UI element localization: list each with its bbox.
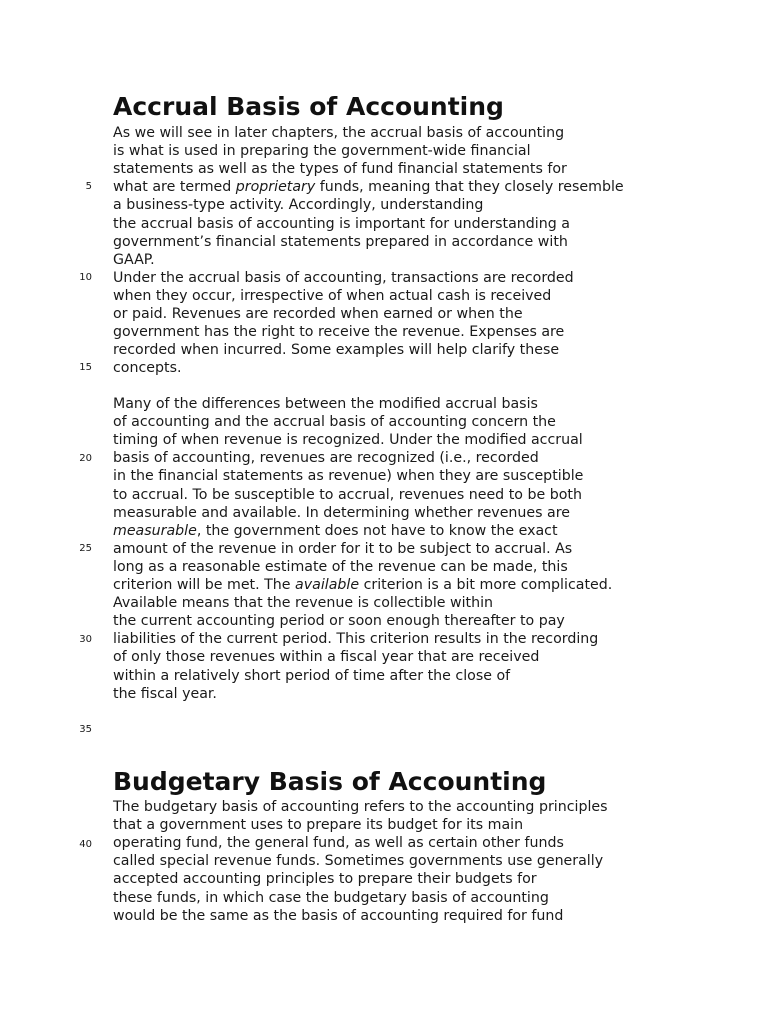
text-line: statements as well as the types of fund financial statements for bbox=[113, 161, 567, 178]
text-line: within a relatively short period of time after the close of bbox=[113, 667, 511, 684]
text-line: long as a reasonable estimate of the revenue can be made, this bbox=[113, 558, 568, 575]
line-number: 30 bbox=[79, 634, 92, 645]
text-line: measurable and available. In determining whether revenues are bbox=[113, 504, 570, 521]
text-line: the accrual basis of accounting is important for understanding a bbox=[113, 215, 570, 232]
text-line: accepted accounting principles to prepare their budgets for bbox=[113, 871, 537, 888]
text-line: in the financial statements as revenue) when they are susceptible bbox=[113, 468, 584, 485]
text-line: As we will see in later chapters, the accrual basis of accounting bbox=[113, 125, 565, 141]
section-heading-accrual: Accrual Basis of Accounting bbox=[113, 92, 504, 121]
text-line: these funds, in which case the budgetary basis of accounting bbox=[113, 889, 549, 906]
text-line: would be the same as the basis of accounting required for fund bbox=[113, 907, 564, 924]
text-segment: what are termed bbox=[113, 179, 236, 196]
text-segment: criterion will be met. The bbox=[113, 577, 296, 593]
text-line: government’s financial statements prepared in accordance with bbox=[113, 233, 568, 250]
line-number: 25 bbox=[79, 543, 92, 554]
section-heading-budgetary: Budgetary Basis of Accounting bbox=[113, 767, 547, 796]
text-line: of accounting and the accrual basis of accounting concern the bbox=[113, 414, 556, 431]
text-line: concepts. bbox=[113, 360, 182, 377]
line-number: 15 bbox=[79, 362, 92, 373]
text-line bbox=[113, 522, 558, 540]
text-line: a business-type activity. Accordingly, understanding bbox=[113, 197, 484, 214]
text-line bbox=[113, 178, 624, 196]
text-line: operating fund, the general fund, as well as certain other funds bbox=[113, 835, 564, 852]
text-line: GAAP. bbox=[113, 251, 155, 268]
text-line: or paid. Revenues are recorded when earned or when the bbox=[113, 306, 523, 322]
line-number: 20 bbox=[79, 453, 92, 464]
text-segment: funds, meaning that they closely resemble bbox=[315, 179, 624, 196]
text-line: Many of the differences between the modified accrual basis bbox=[113, 396, 538, 412]
text-line: recorded when incurred. Some examples will help clarify these bbox=[113, 342, 560, 359]
line-number: 5 bbox=[85, 181, 92, 192]
text-segment: , the government does not have to know the exact bbox=[196, 522, 558, 539]
text-line: Under the accrual basis of accounting, transactions are recorded bbox=[113, 269, 574, 286]
text-segment: criterion is a bit more complicated. bbox=[359, 577, 613, 593]
text-line bbox=[113, 576, 612, 594]
text-line: The budgetary basis of accounting refers to the accounting principles bbox=[113, 799, 608, 815]
text-line: basis of accounting, revenues are recognized (i.e., recorded bbox=[113, 450, 539, 467]
line-number: 40 bbox=[79, 839, 92, 850]
text-line: is what is used in preparing the government-wide financial bbox=[113, 143, 531, 160]
line-number: 10 bbox=[79, 272, 92, 283]
text-line: when they occur, irrespective of when actual cash is received bbox=[113, 287, 552, 304]
emphasized-term: proprietary bbox=[235, 179, 316, 196]
text-line: of only those revenues within a fiscal year that are received bbox=[113, 649, 540, 666]
text-line: amount of the revenue in order for it to be subject to accrual. As bbox=[113, 540, 573, 557]
text-line: liabilities of the current period. This criterion results in the recording bbox=[113, 631, 599, 648]
text-line: Available means that the revenue is collectible within bbox=[113, 595, 494, 612]
text-line: that a government uses to prepare its budget for its main bbox=[113, 817, 524, 834]
emphasized-term: measurable bbox=[113, 522, 197, 539]
text-line: the fiscal year. bbox=[113, 685, 217, 702]
text-line: to accrual. To be susceptible to accrual, revenues need to be both bbox=[113, 486, 582, 503]
line-number: 35 bbox=[79, 724, 92, 735]
text-line: government has the right to receive the revenue. Expenses are bbox=[113, 324, 565, 341]
text-line: called special revenue funds. Sometimes governments use generally bbox=[113, 853, 604, 870]
emphasized-term: available bbox=[295, 577, 360, 593]
text-line: the current accounting period or soon enough thereafter to pay bbox=[113, 613, 565, 630]
text-line: timing of when revenue is recognized. Under the modified accrual bbox=[113, 432, 583, 449]
